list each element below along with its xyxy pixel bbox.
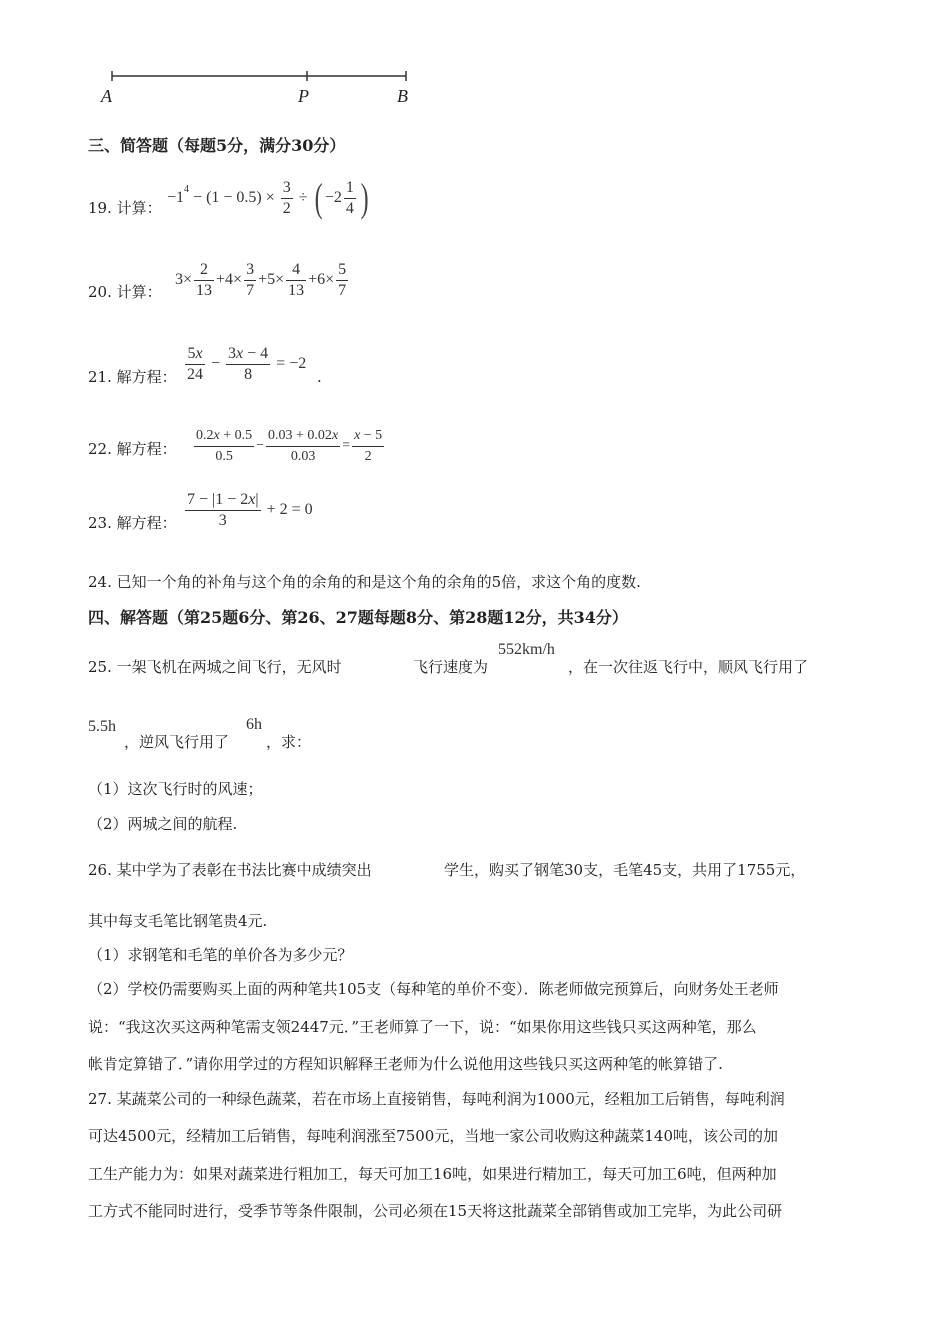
q26-line2: 其中每支毛笔比钢笔贵4元. — [88, 912, 268, 930]
q25-part2: 飞行速度为 — [413, 658, 489, 676]
label-b: B — [397, 86, 408, 106]
q21-prefix: 21. 解方程： — [88, 368, 177, 386]
q21-suffix: . — [317, 368, 322, 386]
q23-expression: $\frac{7 - |1 - 2x|}{3}$ + 2 = 0 — [187, 490, 313, 529]
section3-heading: 三、简答题（每题5分，满分30分） — [88, 136, 346, 155]
q26-part2: 学生，购买了钢笔30支，毛笔45支，共用了1755元， — [444, 861, 806, 879]
label-p: P — [298, 86, 309, 106]
q27-line2: 可达4500元，经精加工后销售，每吨利润涨至7500元，当地一家公司收购这种蔬菜140吨，该公司的加 — [88, 1127, 778, 1145]
q21-expression: $\frac{5x}{24}$ − $\frac{3x - 4}{8}$ = −2 — [187, 344, 307, 383]
q19-expression: −1 4 − (1 − 0.5) × $\frac{3}{2}$ ÷ ( −2 $\frac{1}{4}$ ) — [167, 175, 369, 220]
q26-sub2-line1: （2）学校仍需要购买上面的两种笔共105支（每种笔的单价不变）．陈老师做完预算后，向财务处王老师 — [88, 980, 779, 998]
q25-sub2: （2）两城之间的航程. — [88, 815, 238, 833]
q25-part4: ，逆风飞行用了 — [124, 733, 230, 751]
q25-sub1: （1）这次飞行时的风速； — [88, 780, 263, 798]
q25-part1: 25. 一架飞机在两城之间飞行，无风时 — [88, 658, 342, 676]
label-a: A — [101, 86, 112, 106]
q23-prefix: 23. 解方程： — [88, 514, 177, 532]
q20-expression: 3× $\frac{2}{13}$ +4× $\frac{3}{7}$ +5× $\frac{4}{13}$ +6× $\frac{5}{7}$ — [175, 260, 347, 299]
q25-time2: 6h — [246, 716, 262, 733]
section4-heading: 四、解答题（第25题6分、第26、27题每题8分、第28题12分，共34分） — [88, 608, 628, 627]
q27-line4: 工方式不能同时进行，受季节等条件限制，公司必须在15天将这批蔬菜全部销售或加工完毕，为此公司研 — [88, 1202, 783, 1220]
q26-sub2-line3: 帐肯定算错了．”请你用学过的方程知识解释王老师为什么说他用这些钱只买这两种笔的帐算错了. — [88, 1055, 723, 1073]
q26-sub1: （1）求钢笔和毛笔的单价各为多少元？ — [88, 946, 353, 964]
q24-text: 24. 已知一个角的补角与这个角的余角的和是这个角的余角的5倍，求这个角的度数. — [88, 573, 641, 591]
q25-part5: ，求： — [266, 733, 312, 751]
q26-sub2-line2: 说：“我这次买这两种笔需支领2447元．”王老师算了一下，说：“如果你用这些钱只买这两种笔，那么 — [88, 1018, 757, 1036]
q25-time1: 5.5h — [88, 718, 116, 735]
segment-diagram — [95, 68, 425, 110]
q22-prefix: 22. 解方程： — [88, 440, 177, 458]
segment-svg — [95, 68, 425, 110]
q25-speed: 552km/h — [498, 641, 555, 658]
q26-part1: 26. 某中学为了表彰在书法比赛中成绩突出 — [88, 861, 372, 879]
q27-line1: 27. 某蔬菜公司的一种绿色蔬菜，若在市场上直接销售，每吨利润为1000元，经粗加工后销售，每吨利润 — [88, 1090, 785, 1108]
q20-prefix: 20. 计算： — [88, 283, 162, 301]
q22-expression: $\frac{0.2x + 0.5}{0.5}$ − $\frac{0.03 + 0.02x}{0.03}$ = $\frac{x - 5}{2}$ — [196, 427, 383, 464]
q19-prefix: 19. 计算： — [88, 199, 162, 217]
q25-part3: ，在一次往返飞行中，顺风飞行用了 — [568, 658, 809, 676]
q27-line3: 工生产能力为：如果对蔬菜进行粗加工，每天可加工16吨，如果进行精加工，每天可加工6吨，但两种加 — [88, 1165, 777, 1183]
